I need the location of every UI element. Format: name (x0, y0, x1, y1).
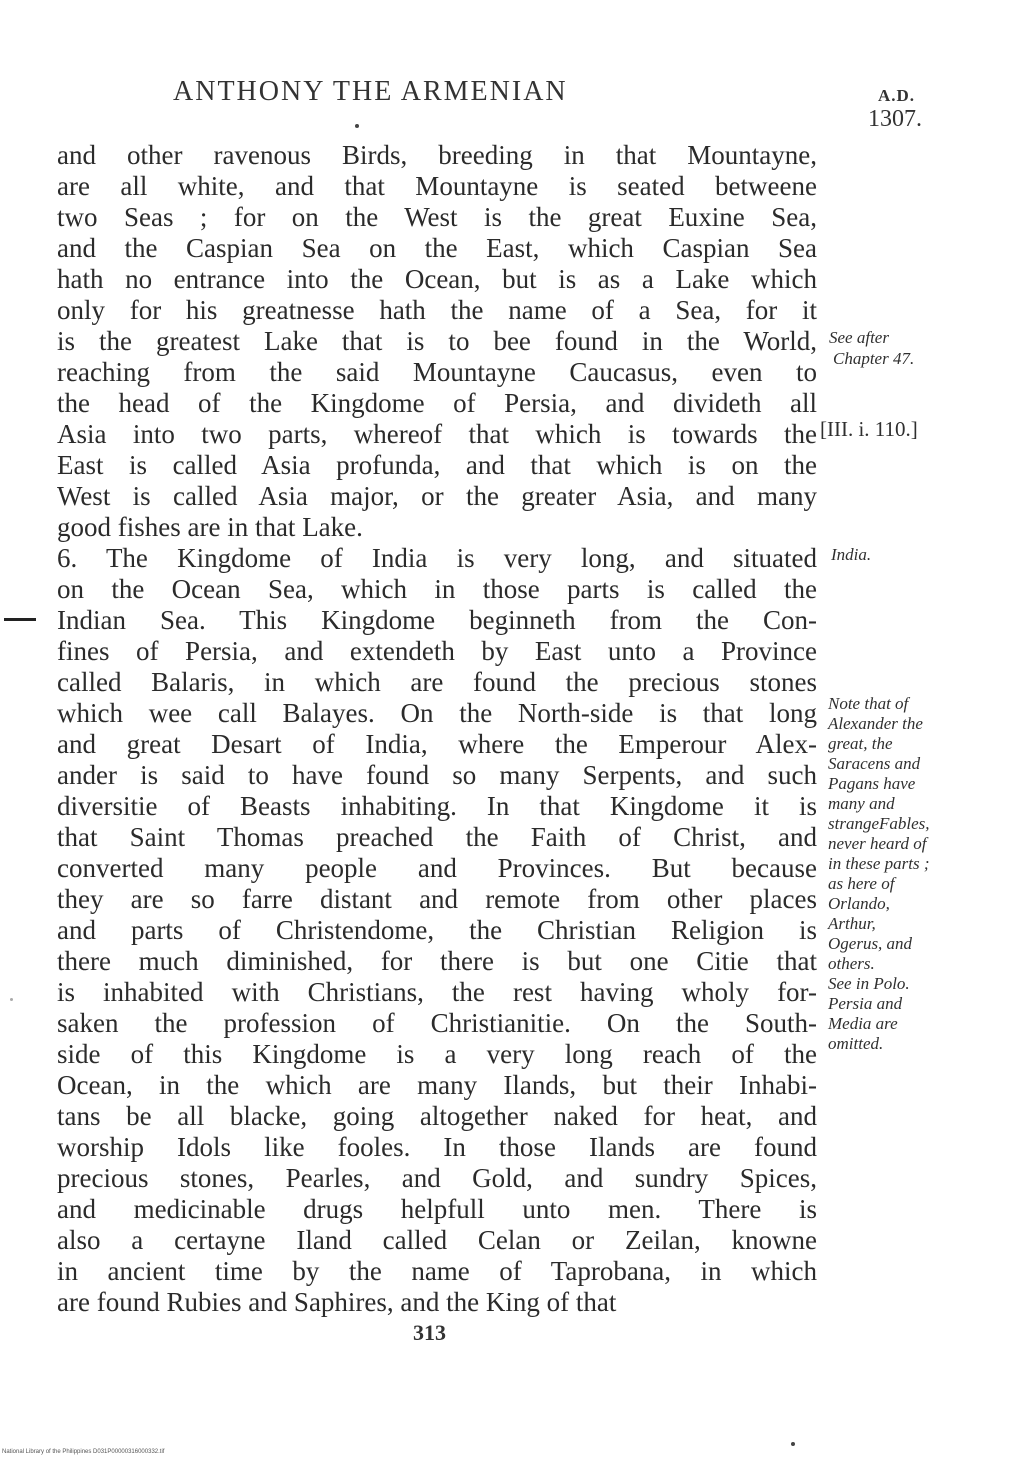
text-line: converted many people and Provinces. But because (57, 853, 817, 883)
text-line: worship Idols like fooles. In those Ilands are found (57, 1132, 817, 1162)
print-speck (10, 998, 13, 1001)
year-label: A.D. (878, 86, 916, 105)
main-text-column (57, 140, 817, 1318)
text-line: in ancient time by the name of Taprobana, in which (57, 1256, 817, 1286)
margin-note-line: Alexander the (828, 714, 923, 733)
text-line: they are so farre distant and remote from other places (57, 884, 817, 914)
text-line: are found Rubies and Saphires, and the King of that (57, 1287, 617, 1317)
text-line: is the greatest Lake that is to bee found in the World, (57, 326, 817, 356)
text-line: there much diminished, for there is but one Citie that (57, 946, 817, 976)
text-line: Ocean, in the which are many Ilands, but their Inhabi- (57, 1070, 817, 1100)
margin-note-line: great, the (828, 734, 893, 753)
text-line: good fishes are in that Lake. (57, 512, 363, 542)
text-line: the head of the Kingdome of Persia, and divideth all (57, 388, 817, 418)
text-line: also a certayne Iland called Celan or Zeilan, knowne (57, 1225, 817, 1255)
margin-note-line: Arthur, (828, 914, 876, 933)
text-line: Indian Sea. This Kingdome beginneth from the Con- (57, 605, 817, 635)
print-speck (355, 124, 359, 128)
text-line: on the Ocean Sea, which in those parts is called the (57, 574, 817, 604)
year-value: 1307. (868, 106, 922, 132)
margin-note-line: strangeFables, (828, 814, 930, 833)
text-line: only for his greatnesse hath the name of a Sea, for it (57, 295, 817, 325)
margin-marker (4, 618, 36, 621)
text-line: ander is said to have found so many Serpents, and such (57, 760, 817, 790)
margin-note-line: Saracens and (828, 754, 921, 773)
text-line: fines of Persia, and extendeth by East unto a Province (57, 636, 817, 666)
margin-note-line: Orlando, (828, 894, 890, 913)
running-title: ANTHONY THE ARMENIAN (173, 76, 568, 107)
text-line: is inhabited with Christians, the rest having wholy for- (57, 977, 817, 1007)
margin-note-line: as here of (828, 874, 895, 893)
text-line: Asia into two parts, whereof that which is towards the (57, 419, 817, 449)
text-line: that Saint Thomas preached the Faith of Christ, and (57, 822, 817, 852)
text-line: and medicinable drugs helpfull unto men. There is (57, 1194, 817, 1224)
text-line: and the Caspian Sea on the East, which Caspian Sea (57, 233, 817, 263)
scan-credit: National Library of the Philippines D031P00000316000332.tif (2, 1449, 165, 1455)
margin-note-line: Pagans have (828, 774, 916, 793)
margin-note-india: India. (831, 545, 872, 564)
print-speck (791, 1442, 795, 1446)
margin-note-line: omitted. (828, 1034, 884, 1053)
text-line: and other ravenous Birds, breeding in that Mountayne, (57, 140, 817, 170)
text-line: and parts of Christendome, the Christian Religion is (57, 915, 817, 945)
text-line: hath no entrance into the Ocean, but is as a Lake which (57, 264, 817, 294)
margin-note-line: many and (828, 794, 895, 813)
text-line: 6. The Kingdome of India is very long, and situated (57, 543, 817, 573)
text-line: East is called Asia profunda, and that which is on the (57, 450, 817, 480)
text-line: and great Desart of India, where the Emperour Alex- (57, 729, 817, 759)
margin-note-line: Persia and (828, 994, 903, 1013)
margin-note-line: Media are (828, 1014, 898, 1033)
margin-note-line: Note that of (828, 694, 909, 713)
text-line: reaching from the said Mountayne Caucasus, even to (57, 357, 817, 387)
margin-note-line: Ogerus, and (828, 934, 913, 953)
margin-note-line: others. (828, 954, 875, 973)
margin-note-chapter: Chapter 47. (833, 349, 915, 368)
margin-note-line: in these parts ; (828, 854, 930, 873)
text-line: which wee call Balayes. On the North-side is that long (57, 698, 817, 728)
margin-note-volume-ref: [III. i. 110.] (820, 417, 918, 441)
text-line: are all white, and that Mountayne is seated betweene (57, 171, 817, 201)
margin-note-see-after: See after (829, 328, 889, 347)
margin-note-line: never heard of (828, 834, 927, 853)
text-line: called Balaris, in which are found the precious stones (57, 667, 817, 697)
page-number: 313 (413, 1320, 446, 1345)
text-line: saken the profession of Christianitie. On the South- (57, 1008, 817, 1038)
text-line: tans be all blacke, going altogether naked for heat, and (57, 1101, 817, 1131)
text-line: West is called Asia major, or the greater Asia, and many (57, 481, 817, 511)
text-line: two Seas ; for on the West is the great Euxine Sea, (57, 202, 817, 232)
margin-note-fables (828, 694, 930, 1054)
margin-note-line: See in Polo. (828, 974, 910, 993)
text-line: diversitie of Beasts inhabiting. In that Kingdome it is (57, 791, 817, 821)
text-line: precious stones, Pearles, and Gold, and sundry Spices, (57, 1163, 817, 1193)
text-line: side of this Kingdome is a very long reach of the (57, 1039, 817, 1069)
